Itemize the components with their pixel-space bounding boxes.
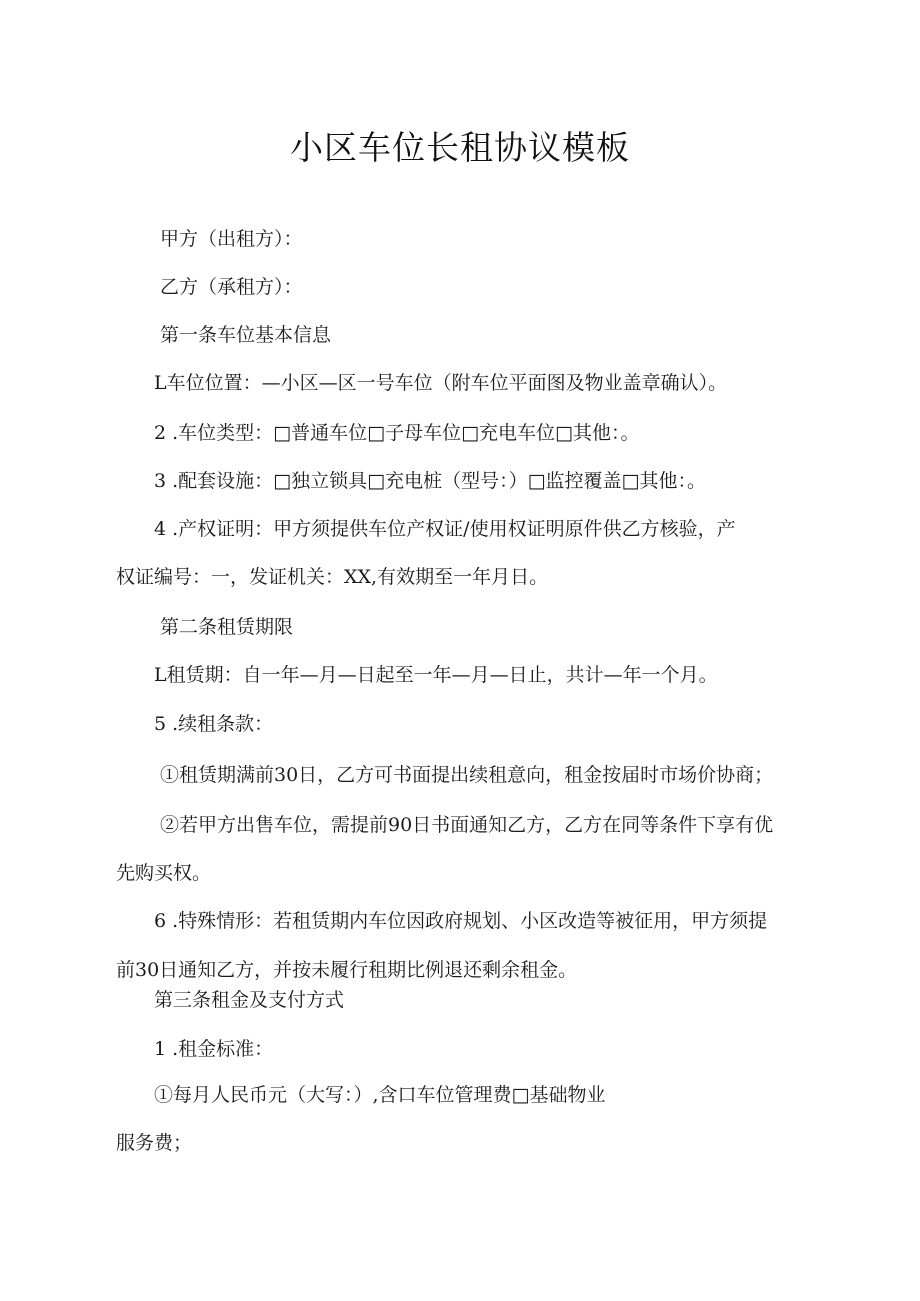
clause-rent-standard: 1 .租金标准： (154, 1038, 274, 1060)
clause-lease-term: L租赁期：自一年—月—日起至一年—月—日止，共计—年一个月。 (154, 664, 718, 686)
renewal-item-2-cont: 先购买权。 (116, 862, 212, 884)
clause-renewal: 5 .续租条款： (154, 713, 274, 735)
clause-ownership-proof: 4 .产权证明：甲方须提供车位产权证/使用权证明原件供乙方核验，产 (154, 518, 736, 540)
clause-location: L车位位置：—小区—区一号车位（附车位平面图及物业盖章确认）。 (154, 372, 728, 394)
rent-item-1: ①每月人民币元（大写：）,含口车位管理费□基础物业 (154, 1084, 606, 1106)
renewal-item-2: ②若甲方出售车位，需提前90日书面通知乙方，乙方在同等条件下享有优 (160, 814, 774, 836)
rent-item-1-cont: 服务费； (116, 1132, 193, 1154)
clause-special-case: 6 .特殊情形：若租赁期内车位因政府规划、小区改造等被征用，甲方须提 (154, 910, 768, 932)
article-3-heading: 第三条租金及支付方式 (154, 989, 345, 1011)
party-b-line: 乙方（承租方）： (160, 276, 303, 298)
document-title: 小区车位长租协议模板 (290, 128, 630, 167)
clause-ownership-proof-cont: 权证编号：一，发证机关：XX,有效期至一年月日。 (116, 566, 549, 588)
article-2-heading: 第二条租赁期限 (160, 616, 294, 638)
party-a-line: 甲方（出租方）： (160, 228, 303, 250)
renewal-item-1: ①租赁期满前30日，乙方可书面提出续租意向，租金按届时市场价协商； (160, 764, 774, 786)
clause-special-case-cont: 前30日通知乙方，并按未履行租期比例退还剩余租金。 (116, 959, 578, 981)
article-1-heading: 第一条车位基本信息 (160, 324, 332, 346)
clause-space-type: 2 .车位类型：□普通车位□子母车位□充电车位□其他：。 (154, 422, 640, 444)
clause-facilities: 3 .配套设施：□独立锁具□充电桩（型号：）□监控覆盖□其他：。 (154, 470, 706, 492)
